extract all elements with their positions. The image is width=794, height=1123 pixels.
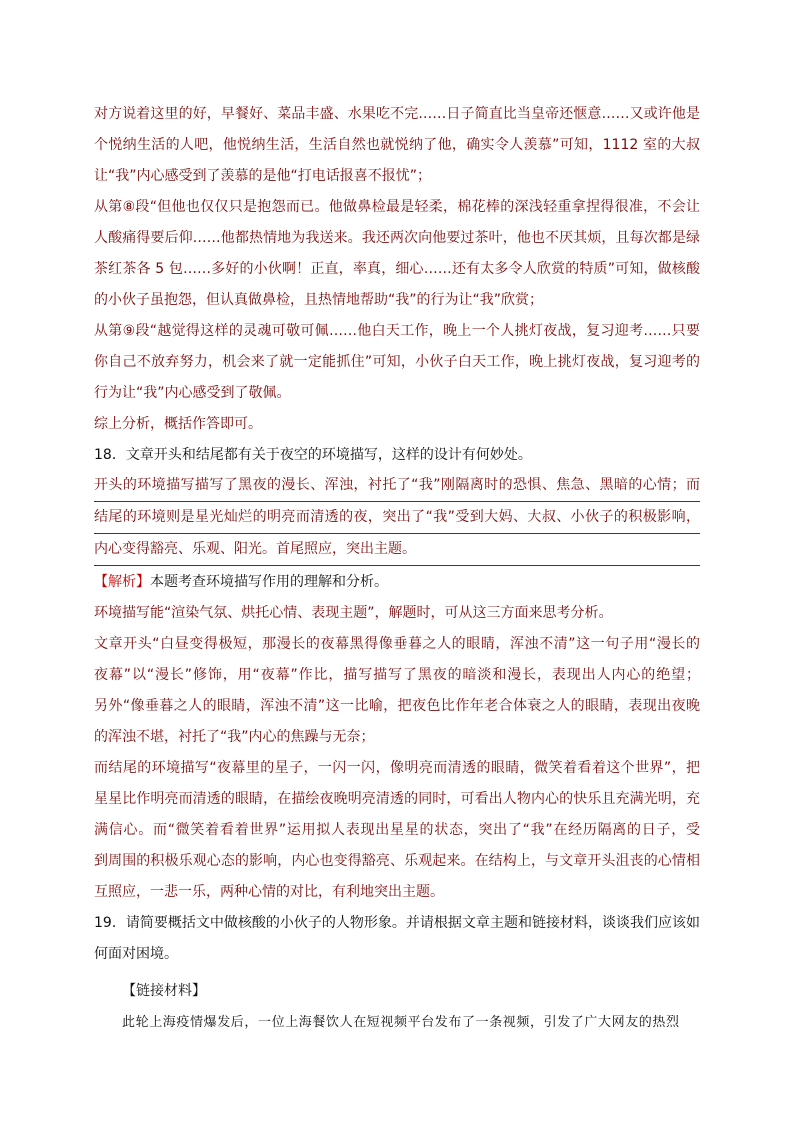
analysis-line: 你自己不放弃努力，机会来了就一定能抓住”可知，小伙子白天工作，晚上挑灯夜战，复习迎考的 xyxy=(94,354,700,370)
analysis-line: 环境描写能“渲染气氛、烘托心情、表现主题”，解题时，可从这三方面来思考分析。 xyxy=(94,605,613,621)
analysis-line: 互照应，一悲一乐，两种心情的对比，有利地突出主题。 xyxy=(94,884,444,900)
analysis-18-header xyxy=(94,567,700,598)
answer-18-line: 内心变得豁亮、乐观、阳光。首尾照应，突出主题。 xyxy=(94,535,700,566)
answer-18-line: 结尾的环境则是星光灿烂的明亮而清透的夜，突出了“我”受到大妈、大叔、小伙子的积极影响， xyxy=(94,503,700,534)
link-material-title: 【链接材料】 xyxy=(122,983,206,999)
analysis-line: 人酸痛得要后仰……他都热情地为我送来。我还两次向他要过茶叶，他也不厌其烦，且每次都是绿 xyxy=(94,230,700,246)
analysis-line: 对方说着这里的好，早餐好、菜品丰盛、水果吃不完……日子简直比当皇帝还惬意……又或许他是 xyxy=(94,106,700,122)
analysis-line: 让“我”内心感受到了羡慕的是他“打电话报喜不报忧”； xyxy=(94,168,432,184)
analysis-line: 而结尾的环境描写“夜幕里的星子，一闪一闪，像明亮而清透的眼睛，微笑着看着这个世界”，把 xyxy=(94,760,700,776)
analysis-line: 的小伙子虽抱怨，但认真做鼻检，且热情地帮助“我”的行为让“我”欣赏； xyxy=(94,292,544,308)
analysis-line: 夜幕”以“漫长”修饰，用“夜幕”作比，描写描写了黑夜的暗淡和漫长，表现出人内心的绝望； xyxy=(94,667,700,683)
link-material-text: 此轮上海疫情爆发后，一位上海餐饮人在短视频平台发布了一条视频，引发了广大网友的热烈 xyxy=(122,1015,680,1030)
analysis-line: 到周围的积极乐观心态的影响，内心也变得豁亮、乐观起来。在结构上，与文章开头沮丧的心情相 xyxy=(94,853,700,869)
question-18: 18．文章开头和结尾都有关于夜空的环境描写，这样的设计有何妙处。 xyxy=(94,447,532,463)
question-19: 19．请简要概括文中做核酸的小伙子的人物形象。并请根据文章主题和链接材料，谈谈我们应该如 xyxy=(94,915,700,931)
analysis-line: 另外“像垂暮之人的眼睛，浑浊不清”这一比喻，把夜色比作年老合体衰之人的眼睛，表现出夜晚 xyxy=(94,698,700,714)
analysis-line: 茶红茶各 5 包……多好的小伙啊！正直，率真，细心……还有太多令人欣赏的特质”可知，做核酸 xyxy=(94,261,700,277)
document-page xyxy=(94,99,700,1038)
analysis-line: 从第⑨段“越觉得这样的灵魂可敬可佩……他白天工作，晚上一个人挑灯夜战，复习迎考……只要 xyxy=(94,323,700,339)
answer-18-line: 开头的环境描写描写了黑夜的漫长、浑浊，衬托了“我”刚隔离时的恐惧、焦急、黑暗的心情；而 xyxy=(94,471,700,502)
analysis-line: 满信心。而“微笑着看着世界”运用拟人表现出星星的状态，突出了“我”在经历隔离的日子，受 xyxy=(94,822,700,838)
analysis-tag: 【解析】 xyxy=(94,574,150,590)
analysis-line: 的浑浊不堪，衬托了“我”内心的焦躁与无奈； xyxy=(94,729,375,745)
analysis-line: 行为让“我”内心感受到了敬佩。 xyxy=(94,385,291,401)
analysis-summary: 综上分析，概括作答即可。 xyxy=(94,416,262,432)
analysis-line: 从第⑧段“但他也仅仅只是抱怨而已。他做鼻检最是轻柔，棉花棒的深浅轻重拿捏得很准，不会让 xyxy=(94,199,700,215)
analysis-line: 星星比作明亮而清透的眼睛，在描绘夜晚明亮清透的同时，可看出人物内心的快乐且充满光明，充 xyxy=(94,791,700,807)
analysis-line: 文章开头“白昼变得极短，那漫长的夜幕黑得像垂暮之人的眼睛，浑浊不清”这一句子用“漫长的 xyxy=(94,636,700,652)
question-19-cont: 何面对困境。 xyxy=(94,946,178,962)
analysis-line: 个悦纳生活的人吧，他悦纳生活，生活自然也就悦纳了他，确实令人羡慕”可知，1112 室的大叔 xyxy=(94,137,700,153)
analysis-intro: 本题考查环境描写作用的理解和分析。 xyxy=(150,574,388,590)
